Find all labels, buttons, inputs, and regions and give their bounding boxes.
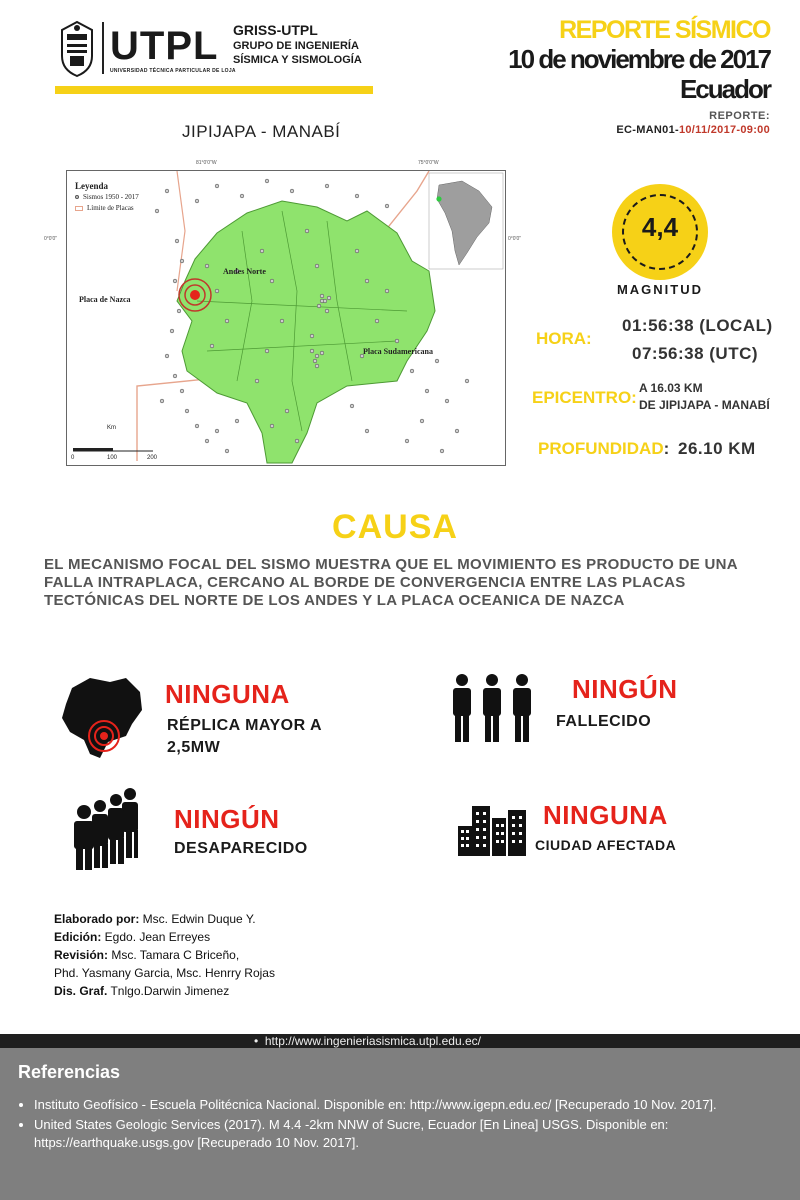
profundidad-label: [538, 439, 670, 459]
credit-revision: [54, 946, 275, 964]
magnitude-label: MAGNITUD: [616, 282, 704, 297]
coord-left: 0°0'0": [44, 236, 58, 242]
credit-revision-2: Phd. Yasmany Garcia, Msc. Henrry Rojas: [54, 966, 275, 980]
credit-disgraf-label: Dis. Graf.: [54, 984, 108, 998]
epicentro-label: EPICENTRO:: [532, 388, 637, 407]
profundidad-colon: :: [663, 439, 670, 458]
crowd-icon: [68, 786, 148, 870]
buildings-icon: [458, 804, 526, 856]
credit-edicion-label: Edición:: [54, 930, 102, 944]
credit-edicion-value: Egdo. Jean Erreyes: [101, 930, 211, 944]
utpl-crest-icon: [58, 20, 96, 78]
label-andes: Andes Norte: [223, 267, 266, 276]
label-nazca: Placa de Nazca: [79, 295, 131, 304]
epicenter-dot: [190, 290, 200, 300]
fallecido-text: FALLECIDO: [556, 713, 652, 730]
map-legend-title: Leyenda: [75, 181, 109, 191]
epicentro-distance: A 16.03 KM: [639, 381, 703, 395]
references-list: [14, 1096, 784, 1154]
credit-elaborado-label: Elaborado por:: [54, 912, 140, 926]
logo-divider: [102, 22, 104, 74]
header-accent-bar: [55, 86, 373, 94]
desaparecido-text: DESAPARECIDO: [174, 840, 308, 857]
hora-label: HORA:: [536, 329, 592, 348]
legend-limite-label: Límite de Placas: [87, 204, 134, 212]
report-code-prefix: EC-MAN01-: [616, 124, 679, 136]
report-label: REPORTE:: [709, 110, 770, 122]
scale-tick-0: 0: [71, 455, 75, 461]
map-title: JIPIJAPA - MANABÍ: [182, 122, 341, 141]
desaparecido-head: NINGÚN: [174, 804, 280, 834]
epicentro-location: DE JIPIJAPA - MANABÍ: [639, 398, 770, 412]
seismic-map: [66, 170, 506, 466]
causa-text: EL MECANISMO FOCAL DEL SISMO MUESTRA QUE EL MOVIMIENTO ES PRODUCTO DE UNA FALLA INTRAPLACA, CERCANO AL BORDE DE CONVERGENCIA ENTRE LAS PLACAS TECTÓNICAS DEL NORTE DE LOS ANDES Y LA PLACA OCEANICA DE NAZCA: [44, 556, 738, 609]
report-date: 10 de noviembre de 2017: [508, 44, 770, 74]
replica-text: RÉPLICA MAYOR A 2,5MW: [167, 717, 322, 756]
legend-sismos-label: Sismos 1950 - 2017: [83, 193, 139, 201]
credit-elaborado-value: Msc. Edwin Duque Y.: [139, 912, 256, 926]
profundidad-value: 26.10 KM: [678, 439, 756, 458]
legend-item-limite: [75, 204, 134, 212]
magnitude-value: 4,4: [641, 212, 679, 242]
coord-top-left: 81°0'0"W: [196, 160, 217, 166]
report-country: Ecuador: [679, 74, 770, 104]
credits-block: [54, 910, 275, 1000]
replica-head: NINGUNA: [165, 679, 290, 709]
utpl-logo-text: UTPL: [110, 24, 219, 68]
credit-revision-label: Revisión:: [54, 948, 109, 962]
scale-tick-100: 100: [107, 455, 118, 461]
coord-right: 0°0'0": [508, 236, 522, 242]
map-graphic: [67, 171, 505, 465]
footer-url-link[interactable]: • http://www.ingenieriasismica.utpl.edu.ec/: [254, 1034, 481, 1048]
credit-disgraf: [54, 982, 275, 1000]
hora-utc: 07:56:38 (UTC): [632, 344, 759, 363]
group-subtitle: GRUPO DE INGENIERÍA SÍSMICA Y SISMOLOGÍA: [233, 40, 362, 66]
scale-tick-200: 200: [147, 455, 158, 461]
label-sudamericana: Placa Sudamericana: [363, 347, 433, 356]
credit-disgraf-value: Tnlgo.Darwin Jimenez: [107, 984, 230, 998]
credit-elaborado: [54, 910, 275, 928]
group-title: GRISS-UTPL: [233, 22, 318, 38]
report-title: REPORTE SÍSMICO: [559, 16, 770, 44]
inset-ecuador-marker: [436, 196, 441, 201]
people-icon: [450, 672, 534, 744]
hora-local: 01:56:38 (LOCAL): [622, 316, 773, 335]
report-code-date: 10/11/2017-09:00: [678, 124, 770, 136]
reference-item: • Instituto Geofísico - Escuela Politécnica Nacional. Disponible en: http://www.igepn.edu.ec/ [Recuperado 10 Nov. 2017].: [34, 1096, 784, 1114]
legend-dot-icon: [75, 195, 79, 199]
reference-item: • United States Geologic Services (2017). M 4.4 -2km NNW of Sucre, Ecuador [En Linea] USGS. Disponible en: https://earthquake.usgs.gov [Recuperado 10 Nov. 2017].: [34, 1116, 784, 1152]
ciudad-text: CIUDAD AFECTADA: [535, 837, 677, 853]
references-title: Referencias: [18, 1062, 121, 1082]
fallecido-head: NINGÚN: [572, 674, 678, 704]
ciudad-head: NINGUNA: [543, 800, 668, 830]
legend-item-sismos: [75, 193, 139, 201]
ecuador-map-icon: [56, 670, 148, 762]
legend-boundary-icon: [75, 206, 83, 211]
coord-top-right: 75°0'0"W: [418, 160, 439, 166]
scale-unit: Km: [107, 425, 116, 431]
credit-edicion: [54, 928, 275, 946]
utpl-logo-subtext: UNIVERSIDAD TÉCNICA PARTICULAR DE LOJA: [110, 68, 236, 74]
credit-revision-value: Msc. Tamara C Briceño,: [108, 948, 240, 962]
causa-title: CAUSA: [332, 508, 458, 546]
footer-url-text[interactable]: http://www.ingenieriasismica.utpl.edu.ec/: [264, 1034, 481, 1048]
profundidad-label-text: PROFUNDIDAD: [538, 439, 664, 458]
report-code: [616, 124, 770, 136]
